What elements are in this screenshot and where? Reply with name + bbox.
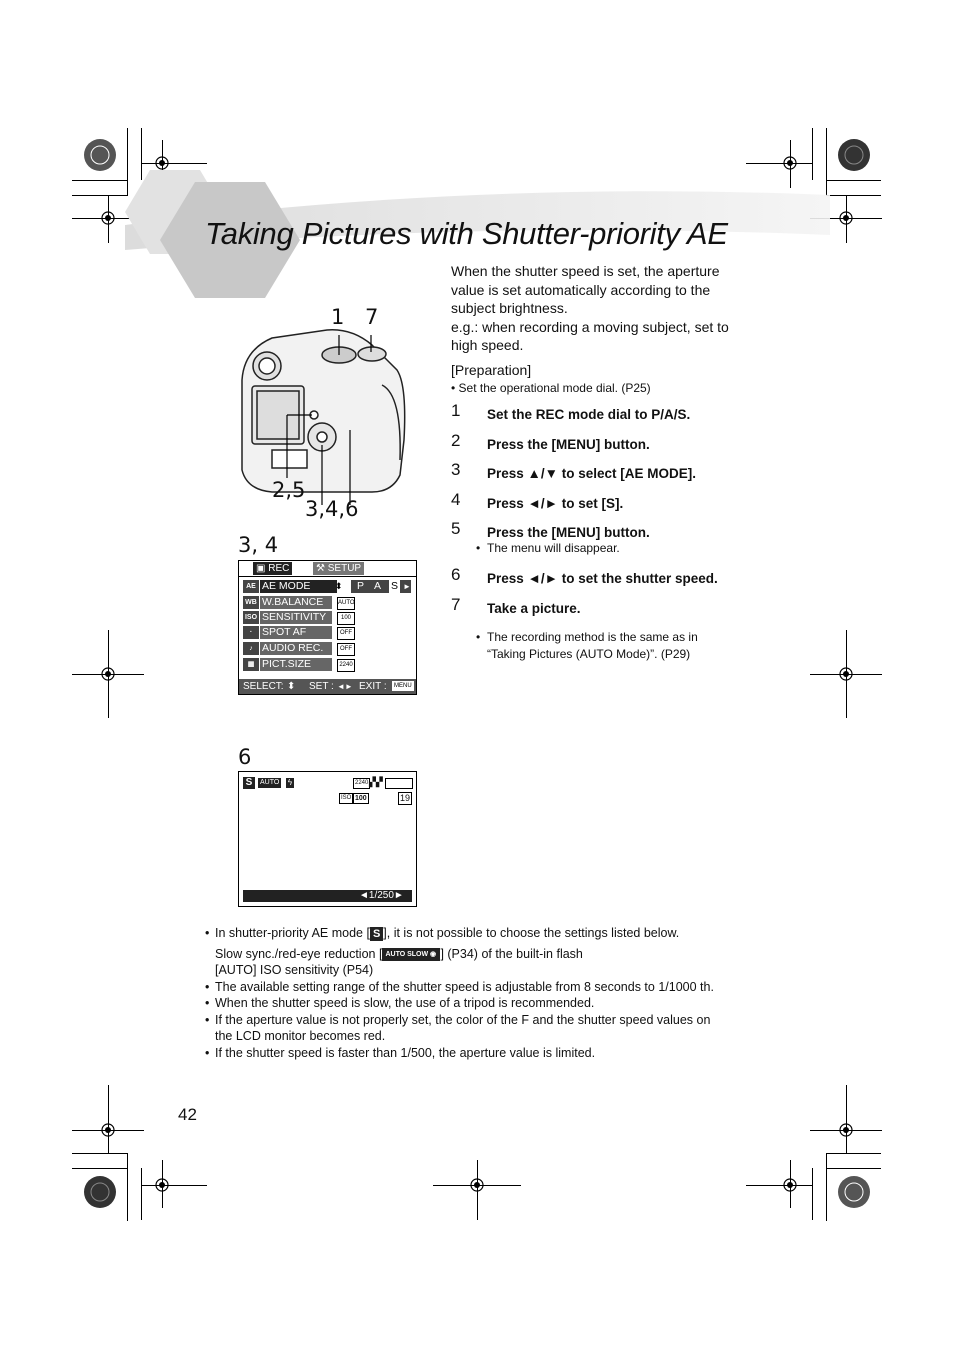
step-note-text: “Taking Pictures (AUTO Mode)”. (P29) bbox=[487, 646, 691, 661]
menu-row-pict-size bbox=[243, 658, 363, 671]
step-text: Press ◄/► to set the shutter speed. bbox=[487, 571, 718, 586]
menu-row-ae-mode bbox=[243, 580, 411, 593]
ae-option-s-selected: S bbox=[390, 580, 398, 592]
shutter-priority-icon: S bbox=[370, 927, 383, 941]
note-item bbox=[205, 946, 765, 963]
menu-row-spot-af bbox=[243, 626, 363, 639]
step-item bbox=[451, 567, 761, 597]
step-number: 2 bbox=[451, 430, 461, 450]
tab-rec bbox=[253, 562, 292, 575]
callout-2-5: 2,5 bbox=[272, 478, 306, 502]
iso-label: ISO bbox=[339, 793, 353, 804]
intro-line: high speed. bbox=[451, 337, 524, 353]
auto-slow-label: AUTO SLOW bbox=[385, 950, 429, 958]
footer-select-label: SELECT: bbox=[243, 681, 284, 692]
shutter-priority-icon: S bbox=[243, 777, 255, 789]
footer-set-label: SET : bbox=[309, 681, 334, 692]
auto-slow-redeye-icon: AUTO SLOW ◉ bbox=[382, 948, 440, 961]
menu-footer bbox=[239, 679, 416, 694]
intro-line: e.g.: when recording a moving subject, set to bbox=[451, 318, 729, 335]
intro-line: When the shutter speed is set, the aperture bbox=[451, 263, 720, 279]
quality-icon: ▞▞ bbox=[369, 777, 383, 787]
tab-setup bbox=[313, 562, 364, 575]
ae-option-a: A bbox=[374, 580, 382, 592]
footer-exit-label: EXIT : bbox=[359, 681, 387, 692]
wrench-icon: ⚒ bbox=[316, 563, 325, 574]
step-item bbox=[451, 489, 761, 522]
step-list bbox=[451, 403, 761, 663]
step-text: Set the REC mode dial to P/A/S. bbox=[487, 407, 691, 422]
note-item: • If the aperture value is not properly set, the color of the F and the shutter speed values on the LCD monitor becomes red. bbox=[205, 1012, 711, 1043]
updown-icon: ⬍ bbox=[335, 581, 343, 591]
step-number: 1 bbox=[451, 401, 461, 420]
menu-row-white-balance bbox=[243, 596, 363, 609]
step-number: 4 bbox=[451, 489, 461, 509]
menu-row-label: AE MODE bbox=[260, 580, 337, 593]
flash-auto-icon: AUTO bbox=[260, 779, 280, 786]
camera-illustration bbox=[232, 300, 412, 530]
step-item bbox=[451, 521, 761, 541]
panel-label-6: 6 bbox=[238, 745, 252, 769]
callout-3-4-6: 3,4,6 bbox=[305, 497, 359, 521]
note-text: ], it is not possible to choose the settings listed below. bbox=[383, 926, 680, 940]
note-text: ] (P34) of the built-in flash bbox=[440, 946, 583, 961]
flash-bolt-icon: ϟ bbox=[287, 778, 293, 787]
step-note: • The menu will disappear. bbox=[476, 541, 620, 555]
step-text: Press the [MENU] button. bbox=[487, 525, 650, 540]
menu-row-label: AUDIO REC. bbox=[260, 642, 332, 655]
iso-value: 100 bbox=[355, 795, 367, 802]
step-number: 5 bbox=[451, 519, 461, 538]
step-text: Take a picture. bbox=[487, 600, 581, 616]
step-number: 7 bbox=[451, 594, 461, 614]
preparation bbox=[451, 362, 651, 395]
step-note-text: The recording method is the same as in bbox=[487, 629, 698, 644]
updown-icon: ⬍ bbox=[287, 681, 296, 692]
menu-row-label: W.BALANCE bbox=[260, 596, 332, 609]
preparation-bullet: • Set the operational mode dial. (P25) bbox=[451, 381, 651, 395]
remaining-shots: 19 bbox=[400, 793, 411, 803]
step-text: Press ◄/► to set [S]. bbox=[487, 495, 624, 511]
iso-icon: ISO bbox=[243, 611, 259, 624]
callout-1: 1 bbox=[331, 305, 345, 329]
note-item bbox=[205, 962, 765, 979]
note-text: When the shutter speed is slow, the use of a tripod is recommended. bbox=[215, 996, 595, 1010]
lcd-screen bbox=[238, 771, 417, 907]
menu-row-label: SPOT AF bbox=[260, 626, 332, 639]
intro-line: subject brightness. bbox=[451, 300, 568, 316]
page-title: Taking Pictures with Shutter-priority AE bbox=[205, 216, 728, 251]
note-text: In shutter-priority AE mode [ bbox=[215, 926, 370, 940]
preparation-label: [Preparation] bbox=[451, 362, 532, 378]
step-note: • The recording method is the same as in “Taking Pictures (AUTO Mode)”. (P29) bbox=[476, 629, 698, 661]
note-text: Slow sync./red-eye reduction [ bbox=[215, 946, 383, 961]
note-item: • When the shutter speed is slow, the use of a tripod is recommended. bbox=[205, 996, 595, 1010]
step-text: Press the [MENU] button. bbox=[487, 436, 650, 452]
step-item bbox=[451, 403, 761, 433]
step-text: Press ▲/▼ to select [AE MODE]. bbox=[487, 466, 697, 481]
menu-row-label: SENSITIVITY bbox=[260, 611, 332, 624]
step-item bbox=[451, 462, 761, 492]
note-item: • If the shutter speed is faster than 1/500, the aperture value is limited. bbox=[205, 1045, 596, 1060]
ae-icon: AE bbox=[243, 580, 259, 593]
menu-row-value: AUTO bbox=[337, 597, 355, 610]
menu-button-icon: MENU bbox=[394, 683, 412, 689]
preparation-bullet-text: Set the operational mode dial. (P25) bbox=[458, 381, 651, 395]
leftright-icon: ◄► bbox=[337, 682, 353, 691]
menu-row-sensitivity bbox=[243, 611, 363, 624]
callout-7: 7 bbox=[365, 305, 379, 329]
step-item bbox=[451, 430, 761, 463]
note-item: • In shutter-priority AE mode [ S ], it is not possible to choose the settings listed below. bbox=[205, 926, 680, 940]
step-item bbox=[451, 594, 761, 629]
picture-size-icon: ▦ bbox=[243, 658, 259, 671]
page-number: 42 bbox=[178, 1105, 197, 1124]
camera-icon: ▣ bbox=[256, 563, 266, 574]
menu-row-label: PICT.SIZE bbox=[260, 658, 332, 671]
bottom-notes bbox=[205, 925, 765, 1061]
menu-screen bbox=[238, 560, 417, 695]
note-text: If the aperture value is not properly set, the color of the F and the shutter speed values on bbox=[215, 1012, 711, 1027]
intro-line: value is set automatically according to the bbox=[451, 281, 711, 298]
step-note-text: The menu will disappear. bbox=[487, 541, 620, 555]
panel-label-3-4: 3, 4 bbox=[238, 533, 279, 557]
tab-rec-label: REC bbox=[268, 563, 290, 574]
arrow-right-icon: ► bbox=[403, 582, 411, 591]
menu-row-value: 2240 bbox=[337, 659, 355, 672]
menu-row-value: OFF bbox=[337, 643, 355, 656]
note-text: [AUTO] ISO sensitivity (P54) bbox=[215, 963, 374, 977]
note-text: If the shutter speed is faster than 1/500, the aperture value is limited. bbox=[215, 1045, 596, 1060]
picture-size-value: 2240 bbox=[353, 778, 370, 789]
note-text: the LCD monitor becomes red. bbox=[215, 1029, 386, 1043]
shutter-speed-value: ◄1/250► bbox=[359, 890, 404, 901]
menu-row-value: 100 bbox=[337, 612, 355, 625]
spot-af-icon: · bbox=[243, 626, 259, 639]
menu-row-value: OFF bbox=[337, 627, 355, 640]
intro-text bbox=[451, 262, 751, 355]
step-number: 6 bbox=[451, 565, 461, 584]
microphone-icon: ♪ bbox=[243, 642, 259, 655]
step-number: 3 bbox=[451, 460, 461, 479]
battery-icon bbox=[385, 778, 413, 789]
ae-option-p: P bbox=[357, 580, 365, 592]
note-text: The available setting range of the shutter speed is adjustable from 8 seconds to 1/1000 th. bbox=[215, 979, 714, 994]
tab-setup-label: SETUP bbox=[327, 563, 362, 574]
menu-row-audio-rec bbox=[243, 642, 363, 655]
note-item: • The available setting range of the shutter speed is adjustable from 8 seconds to 1/1000 th. bbox=[205, 979, 714, 994]
wb-icon: WB bbox=[243, 596, 259, 609]
